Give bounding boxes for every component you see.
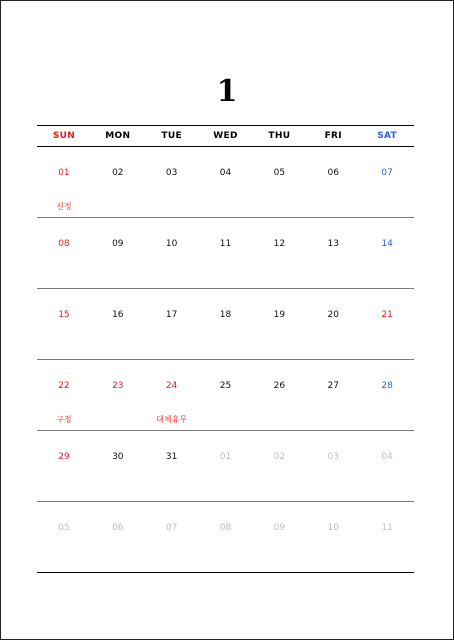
day-number: 05 [58,523,70,533]
day-number: 18 [219,310,232,320]
week-row [37,502,414,573]
day-number: 28 [381,381,393,391]
day-cell[interactable] [37,502,91,572]
day-number: 10 [327,523,339,533]
day-cell[interactable] [37,360,91,430]
day-cell[interactable] [145,289,199,359]
day-number: 24 [165,381,178,391]
day-cell[interactable] [360,431,414,501]
weekday-thu: THU [268,131,291,141]
day-cell[interactable] [306,289,360,359]
day-number: 01 [58,168,70,178]
day-cell[interactable] [37,431,91,501]
day-cell[interactable] [37,218,91,288]
day-number: 09 [273,523,286,533]
day-number: 19 [273,310,286,320]
day-cell[interactable] [252,147,306,217]
day-cell[interactable] [306,431,360,501]
day-cell[interactable] [199,431,253,501]
day-cell[interactable] [252,431,306,501]
day-number: 23 [112,381,124,391]
day-number: 16 [112,310,124,320]
day-cell[interactable] [199,218,253,288]
holiday-note: 구정 [56,415,72,424]
day-cell[interactable] [306,360,360,430]
weeks-container [37,147,414,573]
day-cell[interactable] [360,502,414,572]
day-cell[interactable] [360,147,414,217]
day-cell[interactable] [91,147,145,217]
weekday-header [37,125,414,147]
day-cell[interactable] [252,218,306,288]
day-cell[interactable] [252,289,306,359]
weekday-fri: FRI [324,131,342,141]
weekday-mon: MON [105,131,131,141]
day-number: 21 [381,310,393,320]
holiday-note: 대체휴무 [156,415,188,424]
day-cell[interactable] [145,218,199,288]
weekday-tue: TUE [161,131,182,141]
day-number: 04 [219,168,232,178]
day-cell[interactable] [91,431,145,501]
day-cell[interactable] [199,360,253,430]
day-cell[interactable] [360,360,414,430]
day-cell[interactable] [306,147,360,217]
day-cell[interactable] [145,360,199,430]
day-cell[interactable] [252,502,306,572]
day-number: 05 [273,168,286,178]
week-row [37,289,414,360]
day-number: 04 [381,452,393,462]
day-cell[interactable] [199,147,253,217]
day-number: 22 [58,381,70,391]
day-cell[interactable] [91,502,145,572]
month-title: 1 [216,74,238,109]
day-number: 17 [165,310,178,320]
weekday-sun: SUN [52,131,76,141]
day-cell[interactable] [37,289,91,359]
day-cell[interactable] [199,502,253,572]
day-number: 12 [273,239,286,249]
day-cell[interactable] [145,502,199,572]
day-cell[interactable] [91,360,145,430]
day-number: 07 [165,523,178,533]
day-number: 06 [327,168,339,178]
day-cell[interactable] [360,289,414,359]
day-number: 25 [219,381,232,391]
week-row [37,218,414,289]
day-cell[interactable] [145,147,199,217]
day-number: 13 [327,239,339,249]
day-number: 31 [165,452,178,462]
day-number: 03 [165,168,178,178]
day-number: 09 [112,239,124,249]
day-number: 02 [112,168,124,178]
day-cell[interactable] [145,431,199,501]
day-number: 26 [273,381,286,391]
day-number: 11 [381,523,393,533]
day-number: 03 [327,452,339,462]
holiday-note: 신정 [56,202,72,211]
day-cell[interactable] [91,289,145,359]
day-number: 06 [112,523,124,533]
day-number: 29 [58,452,70,462]
day-cell[interactable] [306,502,360,572]
day-cell[interactable] [252,360,306,430]
day-cell[interactable] [360,218,414,288]
day-number: 01 [219,452,232,462]
weekday-wed: WED [213,131,238,141]
day-cell[interactable] [37,147,91,217]
day-number: 08 [58,239,70,249]
day-number: 11 [219,239,232,249]
day-number: 30 [112,452,124,462]
day-cell[interactable] [199,289,253,359]
calendar-grid [37,125,414,573]
weekday-sat: SAT [377,131,397,141]
day-number: 15 [58,310,70,320]
week-row [37,431,414,502]
week-row [37,360,414,431]
day-number: 08 [219,523,232,533]
day-number: 14 [381,239,393,249]
day-number: 20 [327,310,339,320]
day-cell[interactable] [306,218,360,288]
day-cell[interactable] [91,218,145,288]
day-number: 10 [165,239,178,249]
day-number: 27 [327,381,339,391]
week-row [37,147,414,218]
day-number: 02 [273,452,286,462]
day-number: 07 [381,168,393,178]
